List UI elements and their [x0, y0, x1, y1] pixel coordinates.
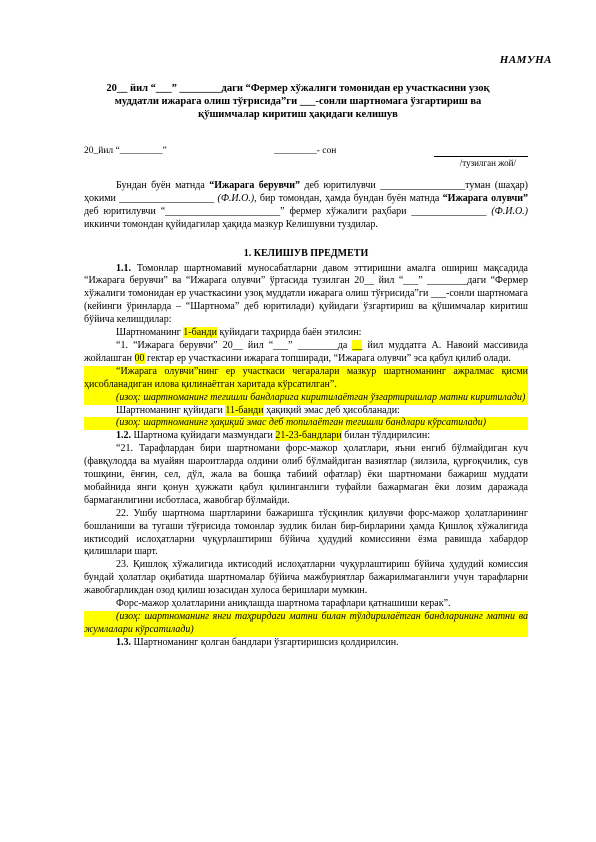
fio-note: (Ф.И.О.)	[217, 192, 255, 204]
clause-text: “1. “Ижарага берувчи” 20__ йил “___” ________да	[116, 339, 353, 351]
clause-number: 1.3.	[116, 636, 131, 648]
clause-number: 1.1.	[116, 262, 131, 274]
clause-text: йил муддатга А. Навоий массивида жойлашган	[84, 339, 529, 364]
date-field: 20_йил “_________”	[84, 146, 167, 156]
note-new-clauses: (изоҳ: шартноманинг янги таҳрирдаги матни билан тўлдирилаётган бандларининг матни ва жумлалари кўрсатилади)	[84, 611, 528, 635]
new-clause-1-text	[84, 340, 528, 366]
document-meta	[84, 146, 528, 170]
clause-text: ҳақиқий эмас деб ҳисобланади:	[263, 404, 400, 416]
clause-1-1	[84, 263, 528, 328]
clause-22: 22. Ушбу шартнома шартларини бажаришга тўсқинлик қилувчи форс-мажор ҳолатларининг бошланиши ва тугаши тўғрисида томонлар зудлик билан бир-бирларини ҳамда Қишлоқ хўжалигида иктисодий ислоҳатларни чуқурлаштириш бўйича ҳудудий комиссияни ёзма равишда хабардор қилишлари шарт.	[84, 507, 528, 558]
clause-text: Шартноманинг	[116, 327, 184, 339]
document-body	[84, 180, 528, 650]
number-field: _________- сон	[274, 146, 337, 156]
clause-text: Шартноманинг қолган бандлари ўзгартиришсиз қолдирилсин.	[131, 636, 399, 648]
clause-text: гектар ер участкасини ижарага топширади, “Ижарага олувчи” эса қабул қилиб олади.	[144, 352, 511, 364]
highlight-clause-ref: 21-23-бандлари	[275, 430, 342, 442]
clause-text: Томонлар шартномавий муносабатларни давом эттиришни амалга ошириш мақсадида “Ижарага берувчи” ва “Ижарага олувчи” ўртасида тузилган 20__ йил “___” ________даги “Фермер хўжалиги томонидан ер участкасини узоқ муддатли ижарага олиш тўғрисида”ги ___-сонли шартномага (кейинги ўринларда – “Шартнома” деб юритилади) қуйидаги ўзгартириш ва қўшимчалар киритиш бўйича келишдилар:	[84, 262, 528, 326]
invalid-clause	[84, 405, 528, 418]
lessee-term: “Ижарага олувчи”	[442, 192, 528, 204]
spacer	[84, 232, 528, 244]
note-amendment: (изоҳ: шартноманинг тегишли бандларига киритилаётган ўзгартиришлар матни киритилади)	[84, 392, 528, 405]
highlight-term-years: __	[352, 339, 363, 351]
clause-text: Шартноманинг қуйидаги	[116, 404, 226, 416]
title-line-3: қўшимчалар киритиш ҳақидаги келишув	[198, 109, 398, 120]
highlight-hectares: 00	[134, 352, 145, 364]
place-caption: /тузилган жой/	[459, 158, 516, 168]
intro-text: деб юритилувчи “_______________________” фермер хўжалиги раҳбари _______________	[84, 205, 492, 217]
clause-23: 23. Қишлоқ хўжалигида иктисодий ислоҳатларни чуқурлаштириш бўйича ҳудудий комиссия бундай ҳолатлар оқибатида шартномалар бўйича мажбуриятлар бажарилмаганлиги учун тарафларни жавобгарликдан озод қилиш юзасидан хулоса беришлари мумкин.	[84, 559, 528, 597]
intro-paragraph	[84, 180, 528, 232]
intro-text: , бир томондан, ҳамда бундан буён матнда	[254, 192, 443, 204]
intro-text: иккинчи томондан қуйидагилар ҳақида мазкур Келишувни туздилар.	[84, 218, 378, 230]
fio-note: (Ф.И.О.)	[491, 205, 528, 217]
section-heading: 1. КЕЛИШУВ ПРЕДМЕТИ	[243, 247, 369, 259]
document-title	[85, 82, 511, 121]
lessor-term: “Ижарага берувчи”	[209, 180, 300, 191]
amend-clause-1	[84, 327, 528, 340]
intro-text: Бундан буён матнда	[116, 180, 210, 191]
sample-label: НАМУНА	[499, 54, 552, 66]
note-invalid: (изоҳ: шартноманинг ҳақиқий эмас деб топилаётган тегишли бандлари кўрсатилади)	[84, 417, 528, 430]
clause-text: Шартнома қуйидаги мазмундаги	[131, 430, 276, 442]
clause-21: “21. Тарафлардан бири шартномани форс-мажор ҳолатлари, яъни енгиб бўлмайдиган куч (фавқулодда ва муайян шароитларда олдини олиб бўлмайдиган вазиятлар (зилзила, қурғоқчилик, сув тошқини, ёнғин, сел, дўл, жала ва бошқа табиий офатлар) ёки шартномани бажариш муддати мобайнида янги қонун ҳужжати қабул қилинганлиги туфайли бажармаган ёки лозим даражада бармаганлигини исботласа, жавобгар бўлмайди.	[84, 443, 528, 506]
clause-text: билан тўлдирилсин:	[341, 430, 431, 442]
clause-1-2	[84, 430, 528, 443]
title-line-1: 20__ йил “___” ________даги “Фермер хўжалиги томонидан ер участкасини узоқ	[106, 83, 490, 94]
place-line	[434, 156, 528, 157]
intro-text: деб юритилувчи _________________туман (шаҳар) ҳокими ___________________	[84, 180, 528, 204]
highlight-clause-ref: 1-банди	[183, 327, 217, 339]
clause-number: 1.2.	[116, 430, 131, 442]
force-majeure-note: Форс-мажор ҳолатларини аниқлашда шартнома тарафлари қатнашиши керак”.	[116, 598, 451, 610]
title-line-2: муддатли ижарага олиш тўғрисида”ги ___-сонли шартномага ўзгартириш ва	[114, 96, 482, 107]
clause-text: қуйидаги таҳрирда баён этилсин:	[216, 327, 362, 339]
clause-1-3	[84, 637, 528, 650]
boundary-paragraph: “Ижарага олувчи”нинг ер участкаси чегаралари мазкур шартноманинг ажралмас қисми ҳисобланадиган илова қилинаётган харитада кўрсатилган”.	[84, 365, 528, 390]
highlight-clause-ref: 11-банди	[225, 404, 264, 416]
